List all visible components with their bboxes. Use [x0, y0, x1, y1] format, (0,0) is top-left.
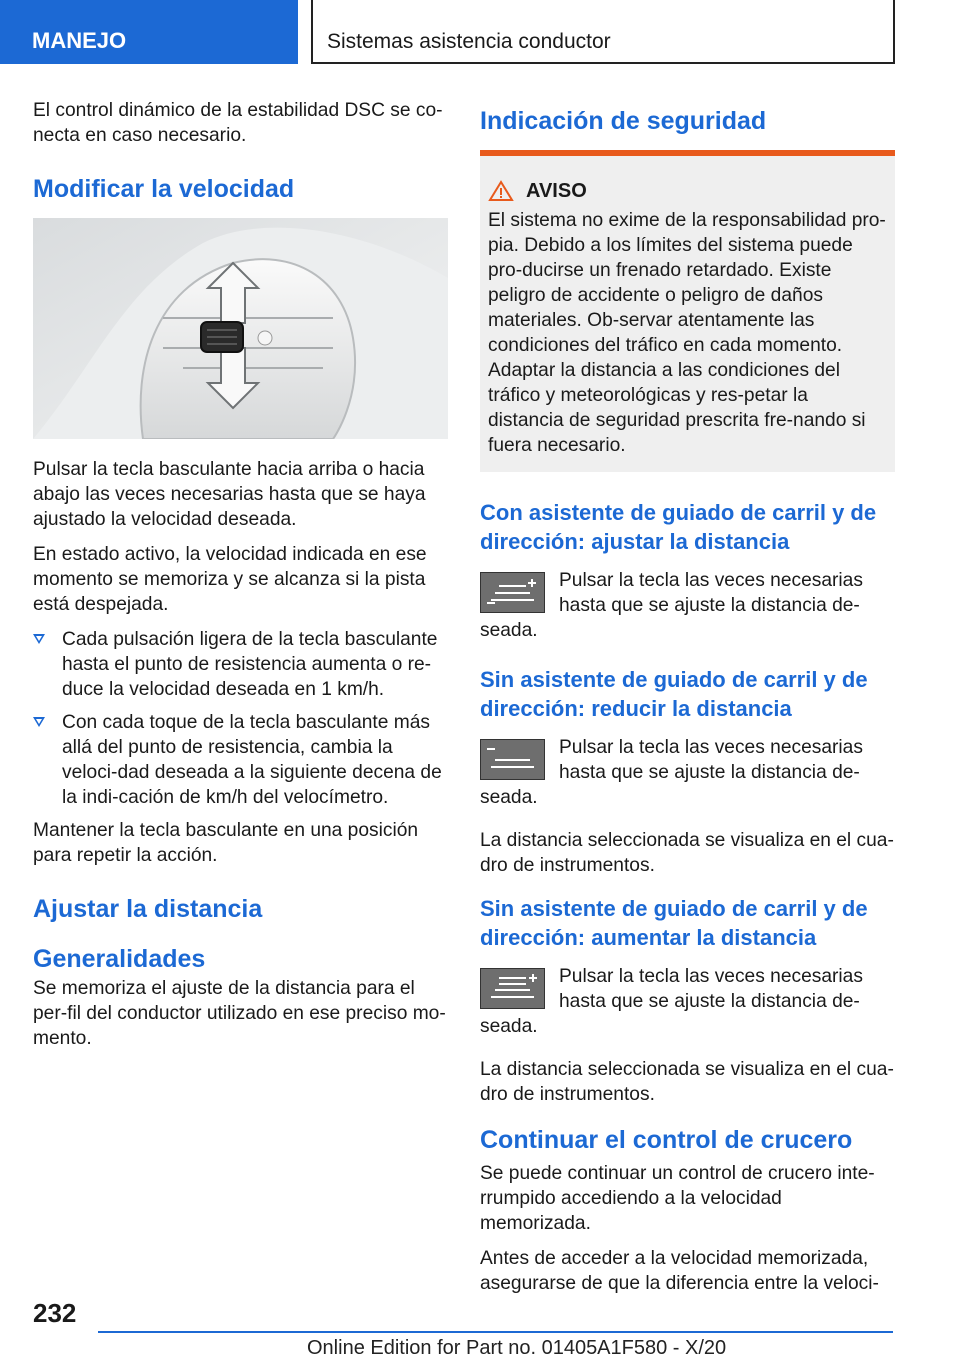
list-item: Cada pulsación ligera de la tecla basculante hasta el punto de resistencia aumenta o re-duce la velocidad deseada en 1 km/h.	[33, 627, 448, 702]
list-item: Con cada toque de la tecla basculante más allá del punto de resistencia, cambia la veloci-dad deseada a la siguiente decena de la indi-cación de km/h del velocímetro.	[33, 710, 448, 810]
reduce-heading: Sin asistente de guiado de carril y de dirección: reducir la distancia	[480, 667, 868, 721]
rocker-switch-photo	[33, 218, 448, 439]
paragraph-hold: Mantener la tecla basculante en una posición para repetir la acción.	[33, 820, 419, 866]
right-column	[480, 98, 895, 1306]
reduce-text: Pulsar la tecla las veces necesarias hasta que se ajuste la distancia de-seada.	[480, 737, 863, 808]
page-number: 232	[33, 1298, 77, 1328]
paragraph-rocker: Pulsar la tecla basculante hacia arriba o hacia abajo las veces necesarias hasta que se haya ajustado la velocidad deseada.	[33, 459, 426, 530]
continue-heading: Continuar el control de crucero	[480, 1126, 853, 1154]
safety-heading: Indicación de seguridad	[480, 107, 767, 135]
paragraph-memory: Se memoriza el ajuste de la distancia para el per-fil del conductor utilizado en ese preciso mo-mento.	[33, 978, 446, 1049]
modify-speed-heading: Modificar la velocidad	[33, 175, 295, 203]
distance-reduce-key-icon	[480, 739, 545, 780]
continue-text-2: Antes de acceder a la velocidad memorizada, asegurarse de que la diferencia entre la veloci-	[480, 1248, 879, 1294]
edition-text: Online Edition for Part no. 01405A1F580 - X/20	[307, 1337, 727, 1359]
adjust-distance-heading: Ajustar la distancia	[33, 895, 263, 923]
distance-increase-key-icon	[480, 968, 545, 1009]
footer-rule	[98, 1331, 893, 1333]
warning-text: El sistema no exime de la responsabilidad pro-pia. Debido a los límites del sistema puede pro-ducirse un frenado retardado. Existe peligro de accidente o peligro de daños materiales. Ob-servar atentamente las condiciones del tráfico en cada momento. Adaptar la distancia a las condiciones del tráfico y meteorológicas y res-petar la distancia de seguridad prescrita fre-nando si fuera necesario.	[488, 210, 886, 456]
general-heading: Generalidades	[33, 945, 206, 973]
increase-heading: Sin asistente de guiado de carril y de dirección: aumentar la distancia	[480, 896, 868, 950]
adjust-text: Pulsar la tecla las veces necesarias hasta que se ajuste la distancia de-seada.	[480, 570, 863, 641]
warning-box	[480, 150, 895, 472]
intro-text: El control dinámico de la estabilidad DSC se co-necta en caso necesario.	[33, 100, 443, 146]
adjust-heading: Con asistente de guiado de carril y de dirección: ajustar la distancia	[480, 500, 877, 554]
warning-triangle-icon	[488, 180, 514, 202]
paragraph-active: En estado activo, la velocidad indicada en ese momento se memoriza y se alcanza si la pista está despejada.	[33, 544, 427, 615]
increase-text: Pulsar la tecla las veces necesarias hasta que se ajuste la distancia de-seada.	[480, 966, 863, 1037]
adjust-block	[480, 568, 895, 653]
reduce-note: La distancia seleccionada se visualiza en el cua-dro de instrumentos.	[480, 830, 894, 876]
bullet-arrow-icon	[33, 634, 45, 644]
reduce-block	[480, 735, 895, 820]
speed-bullets	[33, 627, 448, 810]
left-column	[33, 98, 448, 1061]
section-tab: MANEJO	[0, 0, 298, 64]
continue-text-1: Se puede continuar un control de crucero inte-rrumpido accediendo a la velocidad memorizada.	[480, 1163, 875, 1234]
warning-title: AVISO	[488, 178, 887, 204]
bullet-arrow-icon	[33, 717, 45, 727]
increase-note: La distancia seleccionada se visualiza en el cua-dro de instrumentos.	[480, 1059, 894, 1105]
increase-block	[480, 964, 895, 1049]
distance-adjust-key-icon	[480, 572, 545, 613]
chapter-title: Sistemas asistencia conductor	[311, 0, 895, 64]
